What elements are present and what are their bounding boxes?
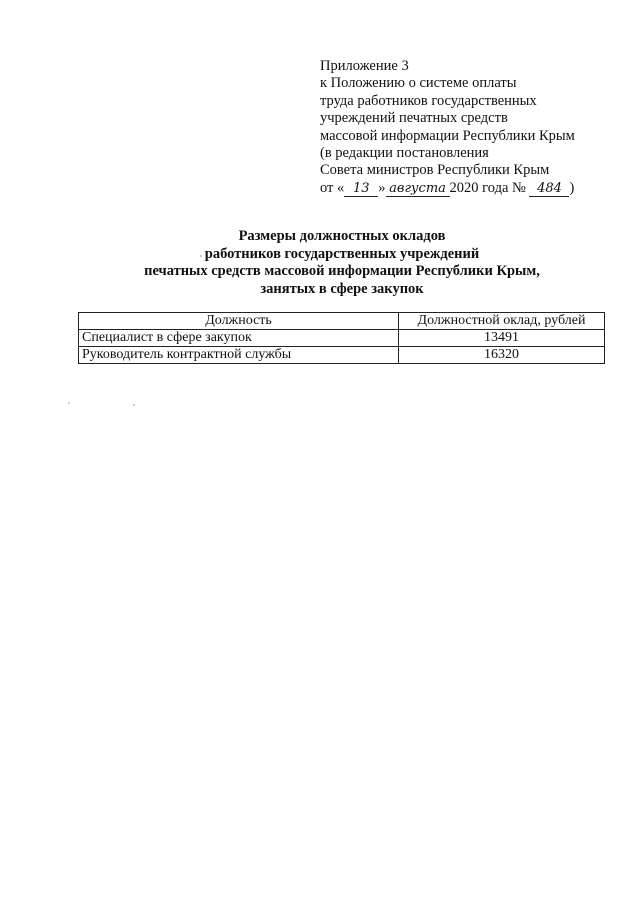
title-line: печатных средств массовой информации Республики Крым, (144, 263, 540, 279)
table-header-row (79, 313, 605, 330)
salary-table (78, 312, 605, 364)
appendix-line: учреждений печатных средств (320, 110, 508, 127)
document-title (80, 228, 604, 298)
handwritten-number: 484 (529, 182, 569, 197)
column-header-position: Должность (79, 313, 399, 330)
salary-cell: 16320 (399, 347, 605, 364)
title-line: работников государственных учреждений (204, 245, 480, 262)
appendix-line: (в редакции постановления (320, 145, 489, 162)
scan-speck (200, 255, 202, 257)
appendix-line: к Положению о системе оплаты (320, 75, 517, 92)
day-close: » (378, 179, 386, 196)
handwritten-month: августа (386, 182, 450, 197)
decree-date-line (320, 180, 575, 197)
position-cell: Специалист в сфере закупок (79, 330, 399, 347)
position-cell: Руководитель контрактной службы (79, 347, 399, 364)
handwritten-day: 13 (344, 182, 378, 197)
column-header-salary: Должностной оклад, рублей (399, 313, 605, 330)
table-row (79, 330, 605, 347)
close-paren: ) (569, 179, 575, 196)
date-prefix: от « (320, 179, 345, 196)
title-line: Размеры должностных окладов (238, 228, 446, 244)
scan-speck (133, 404, 135, 406)
year-text: 2020 года № (449, 179, 526, 196)
appendix-header (320, 58, 575, 197)
table-row (79, 347, 605, 364)
scan-speck (68, 402, 70, 404)
appendix-line: массовой информации Республики Крым (320, 127, 575, 144)
appendix-line: Совета министров Республики Крым (320, 162, 550, 179)
appendix-line: труда работников государственных (320, 92, 537, 109)
appendix-line: Приложение 3 (320, 58, 409, 74)
title-line: занятых в сфере закупок (260, 280, 424, 297)
salary-cell: 13491 (399, 330, 605, 347)
